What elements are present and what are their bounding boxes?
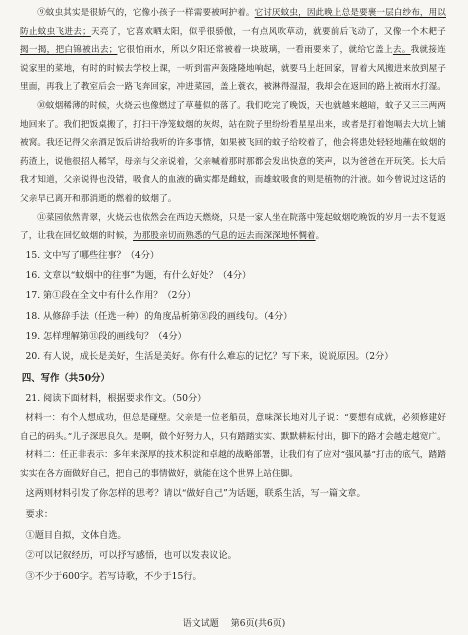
- writing-material-1: 材料一：有个人想成功，但总是碰壁。父亲是一位老船员，意味深长地对儿子说：“要想有成就，必须修建好自己的码头。”儿子深思良久。是啊，做个好努力人，只有踏踏实实、默默耕耘付出，脚下的路才会越走越宽广。: [20, 412, 446, 442]
- question-list: [20, 246, 446, 368]
- p9-text-f: 它很怕雨水，所以夕阳还常被着一块玻璃，一看雨要来了，就给它盖上: [117, 45, 393, 56]
- page-footer: [0, 616, 468, 629]
- writing-prompt: 21. 阅读下面材料，根据要求作文。（50分）: [25, 392, 207, 404]
- paragraph-10: ⑩蚊烟稀薄的时候，火烧云也像燃过了草蔓似的落了。我们吃完了晚饭，天也就越来越暗，蚊子又三三两两地回来了。我们把饭桌搬了，打扫干净笼蚊烟的灰烬，站在院子里纷纷看星星出来，或者是打着饱嗝去大坑上铺被窝。我还记得父亲酒足饭后讲给我听的许多事情，如果被飞回的蚊子给咬着了，他会将患处轻轻地蘸在蚊烟的药渣上，说他很招人稀罕，母亲与父亲说着，父亲喊着那时那都会发出快意的笑声，以为爸爸在开玩笑。长大后我才知道，父亲说得也没错，吸食人的血液的确实都是雌蚊，而雄蚊吸食的则是植物的汁液。如今曾说过这话的父亲早已离开和那消逝的燃着的蚊烟了。: [20, 100, 446, 204]
- footer-subject: 语文试题: [182, 619, 219, 629]
- p11-text-a: ⑪菜园依然青翠，火烧云也依然会在西边天燃烧，只是一家人坐在院落中笼起蚊烟吃晚饭的岁月一去不复返了，让我在回忆蚊烟的时候，: [20, 212, 446, 242]
- question-20: 20. 有人说，成长是美好，生活是美好。你有什么难忘的记忆？写下来，说说原因。（2分）: [25, 351, 394, 363]
- p9-underlined-g: 去。: [392, 45, 411, 56]
- footer-page-number: 第6页(共6页): [230, 619, 286, 629]
- requirement-2: ②可以记叙经历，可以抒写感悟，也可以发表议论。: [25, 550, 237, 562]
- requirement-1: ①题目自拟，文体自选。: [25, 529, 127, 541]
- question-15: 15. 文中写了哪些往事？（4分）: [25, 249, 160, 261]
- p9-text-d: 天亮了，它喜欢晒太阳，似乎很骄傲，一有点风吹草动，就要前后飞动了，又像一个木耙子: [90, 26, 446, 37]
- writing-thinking-prompt: 这两则材料引发了你怎样的思考？请以“做好自己”为话题，联系生活，写一篇文章。: [25, 487, 366, 499]
- writing-material-2: 材料二：任正非表示：多年来深厚的技术积淀和卓越的战略部署，让我们有了应对“强风暴”打击的底气，踏踏实实在各方面做好自己，把自己的事情做好，就能在这个世界上站住脚。: [20, 450, 446, 480]
- p9-underlined-e: 揭一揭，把白锦被出去；: [20, 45, 118, 56]
- p9-underlined-c: 裹一层白纱布，用以防止蚊虫飞进去；: [20, 8, 446, 37]
- question-16: 16. 文章以“蚊烟中的往事”为题，有什么好处？（4分）: [25, 270, 252, 282]
- question-19: 19. 怎样理解第⑪段的画线句？（4分）: [25, 330, 187, 342]
- question-18: 18. 从修辞手法（任选一种）的角度品析第⑧段的画线句。（4分）: [25, 310, 293, 322]
- p9-underlined-b: 它讨厌蚊虫，因此晚上总是要: [254, 8, 368, 18]
- p9-text-h: 我就接连说家里的菜地，有时的时候去学校上课，一听到雷声轰隆隆地响起，就要马上赶回家，: [20, 45, 447, 74]
- p9-text-a: ⑨蚊虫其实是很娇气的，它像小孩子一样需要被呵护着。: [37, 8, 255, 18]
- paragraph-9: [20, 4, 446, 97]
- p9-text-i: 冒着大风搬进来放到屋子里面，再我上了教室后会一路飞奔回家，冲进菜园，盖上蓑衣，被淋得湿湿，我却会在返回的路上被雨水打湿。: [20, 63, 447, 93]
- p11-underlined-b: 为那股亲切而熟悉的气息的远去而深深地怀: [133, 231, 299, 242]
- paragraph-11: [20, 209, 446, 246]
- requirements-title: 要求：: [25, 508, 54, 520]
- p11-text-d: 。: [315, 231, 325, 242]
- question-17: 17. 第①段在全文中有什么作用？（2分）: [25, 290, 196, 302]
- p11-underlined-c: 惆着: [298, 231, 316, 242]
- requirement-3: ③不少于600字。若写诗歌，不少于15行。: [25, 571, 202, 583]
- writing-section-title: 四、写作（共50分）: [21, 372, 110, 384]
